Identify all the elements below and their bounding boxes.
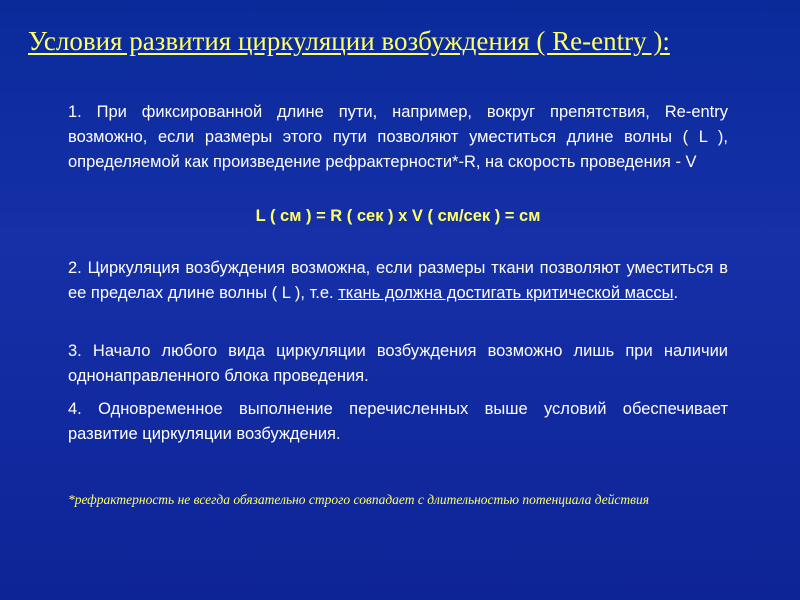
paragraph-2-text: 2. Циркуляция возбуждения возможна, если размеры ткани позволяют уместиться в ее пределах длине волны ( L ), т.е.: [68, 259, 728, 302]
paragraph-2-underlined: ткань должна достигать критической массы: [338, 284, 674, 302]
paragraph-2: [68, 256, 728, 306]
footnote: *рефрактерность не всегда обязательно строго совпадает с длительностью потенциала действия: [68, 492, 650, 507]
paragraph-4: 4. Одновременное выполнение перечисленных выше условий обеспечивает развитие циркуляции возбуждения.: [68, 400, 728, 443]
paragraph-3: 3. Начало любого вида циркуляции возбуждения возможно лишь при наличии однонаправленного блока проведения.: [68, 342, 728, 385]
paragraph-1: 1. При фиксированной длине пути, например, вокруг препятствия, Re-entry возможно, если размеры этого пути позволяют уместиться длине волны ( L ), определяемой как произведение рефрактерности*-R, на скорость проведения - V: [68, 103, 728, 171]
slide-title: Условия развития циркуляции возбуждения ( Re-entry ):: [28, 26, 670, 56]
formula: L ( см ) = R ( сек ) x V ( см/сек ) = см: [255, 207, 541, 225]
paragraph-2-end: .: [673, 284, 679, 302]
